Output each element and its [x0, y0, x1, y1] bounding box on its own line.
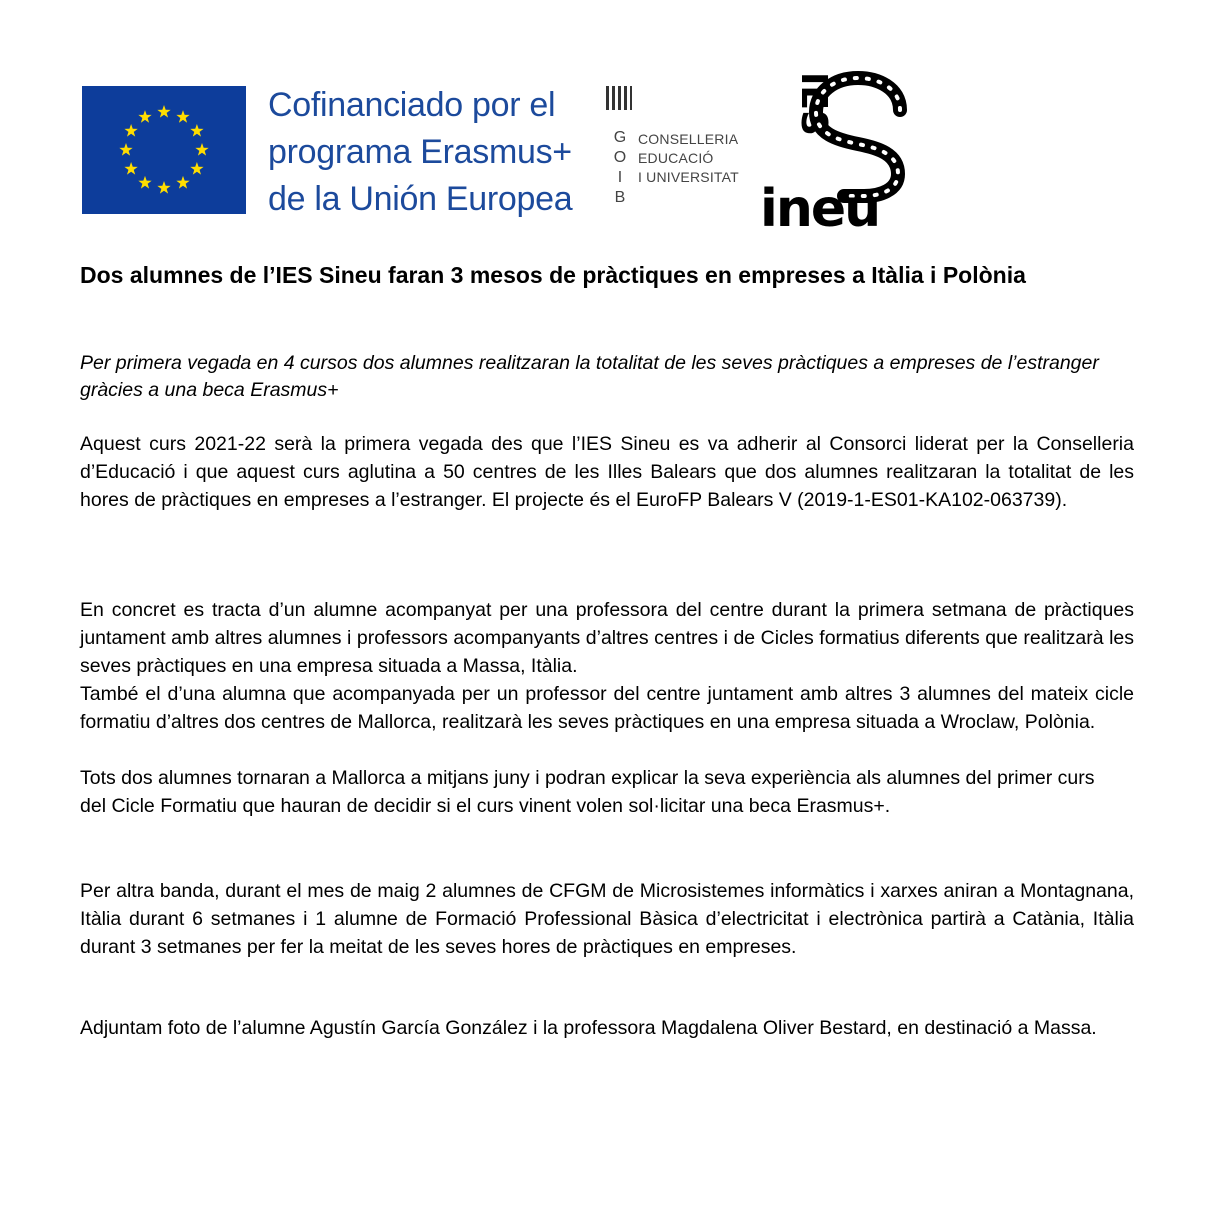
eu-star-icon: [138, 176, 151, 189]
eu-star-icon: [124, 162, 137, 175]
goib-crest-icon: [604, 84, 634, 114]
ies-logo-bottom-text: ineu: [760, 179, 880, 230]
ies-sineu-logo: [760, 70, 920, 230]
eu-star-icon: [157, 181, 170, 194]
eu-text-line: Cofinanciado por el: [268, 86, 556, 124]
eu-text-line: de la Unión Europea: [268, 180, 573, 218]
ies-logo-top-text: IES: [793, 72, 834, 136]
eu-star-icon: [195, 143, 208, 156]
article-paragraph: En concret es tracta d’un alumne acompanyat per una professora del centre durant la primera setmana de pràctiques juntament amb altres alumnes i professors acompanyants d’altres centres i de Cicles formatius diferents que realitzarà les seves pràctiques en una empresa situada a Massa, Itàlia.: [80, 599, 1134, 677]
header-logos: [0, 0, 1212, 240]
eu-text-line: programa Erasmus+: [268, 133, 572, 171]
goib-letter: G: [613, 129, 627, 146]
eu-star-icon: [190, 124, 203, 137]
article-title: Dos alumnes de l’IES Sineu faran 3 mesos de pràctiques en empreses a Itàlia i Polònia: [80, 262, 1026, 288]
goib-logo: [604, 84, 764, 224]
article-paragraph: Aquest curs 2021-22 serà la primera vegada des que l’IES Sineu es va adherir al Consorci liderat per la Conselleria d’Educació i que aquest curs aglutina a 50 centres de les Illes Balears que dos alumnes realitzaran la totalitat de les hores de pràctiques en empreses a l’estranger. El projecte és el EuroFP Balears V (2019-1-ES01-KA102-063739).: [80, 433, 1134, 511]
goib-dept-line: EDUCACIÓ: [638, 150, 714, 166]
eu-stars-icon: [82, 86, 246, 214]
eu-cofinancing-text: [268, 82, 608, 223]
article-paragraph: Per altra banda, durant el mes de maig 2 alumnes de CFGM de Microsistemes informàtics i xarxes aniran a Montagnana, Itàlia durant 6 setmanes i 1 alumne de Formació Professional Bàsica d’electricitat i electrònica partirà a Catània, Itàlia durant 3 setmanes per fer la meitat de les seves hores de pràctiques en empreses.: [80, 880, 1134, 958]
goib-letters: [610, 128, 630, 208]
article-paragraph: Adjuntam foto de l’alumne Agustín García González i la professora Magdalena Oliver Bestard, en destinació a Massa.: [80, 1017, 1097, 1039]
eu-star-icon: [190, 162, 203, 175]
article-paragraph: Tots dos alumnes tornaran a Mallorca a mitjans juny i podran explicar la seva experiència als alumnes del primer curs del Cicle Formatiu que hauran de decidir si el curs vinent volen sol·licitar una beca Erasmus+.: [80, 767, 1095, 817]
eu-flag-logo: [82, 86, 246, 214]
goib-dept-line: I UNIVERSITAT: [638, 169, 739, 185]
goib-letter: O: [613, 149, 627, 166]
eu-star-icon: [138, 110, 151, 123]
goib-department-name: [638, 130, 739, 187]
eu-star-icon: [157, 105, 170, 118]
article-subtitle: Per primera vegada en 4 cursos dos alumnes realitzaran la totalitat de les seves pràctiques a empreses de l’estranger gràcies a una beca Erasmus+: [80, 352, 1099, 401]
article-paragraph: També el d’una alumna que acompanyada per un professor del centre juntament amb altres 3 alumnes del mateix cicle formatiu d’altres dos centres de Mallorca, realitzarà les seves pràctiques en una empresa situada a Wroclaw, Polònia.: [80, 683, 1134, 733]
goib-dept-line: CONSELLERIA: [638, 131, 739, 147]
goib-letter: B: [614, 189, 626, 206]
eu-star-icon: [176, 176, 189, 189]
eu-star-icon: [124, 124, 137, 137]
goib-letter: I: [617, 169, 623, 186]
eu-star-icon: [176, 110, 189, 123]
eu-star-icon: [119, 143, 132, 156]
